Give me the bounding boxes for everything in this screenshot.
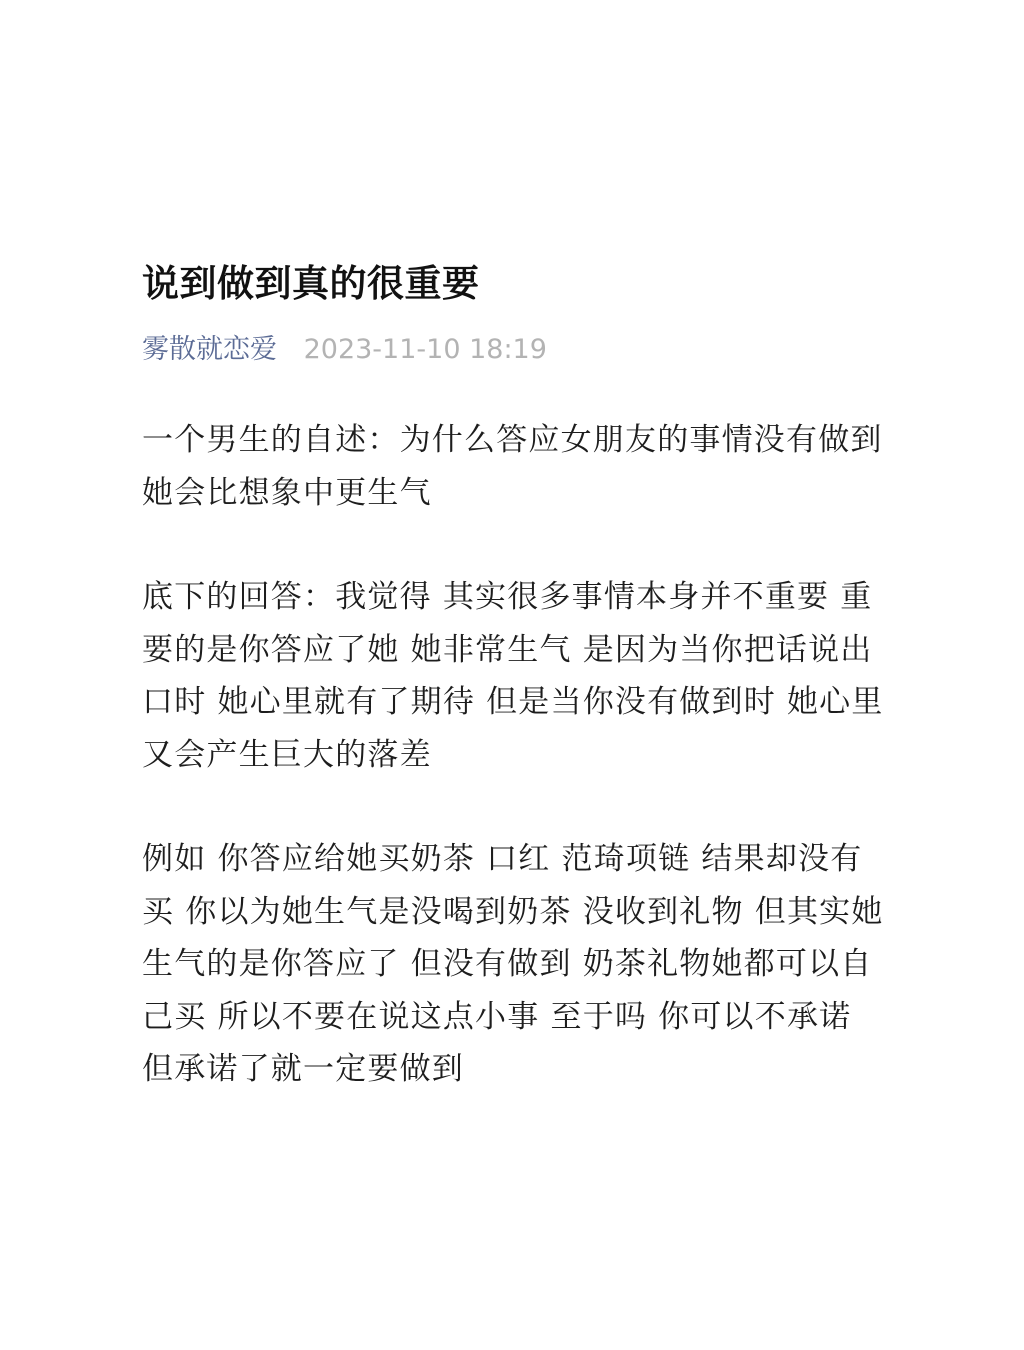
article [142, 252, 887, 1096]
publish-date: 2023-11-10 18:19 [303, 334, 547, 365]
article-meta [142, 330, 887, 370]
paragraph-1: 一个男生的自述：为什么答应女朋友的事情没有做到 她会比想象中更生气 [142, 422, 883, 511]
article-body [142, 414, 887, 1096]
article-title: 说到做到真的很重要 [142, 262, 480, 305]
paragraph-3: 例如 你答应给她买奶茶 口红 范琦项链 结果却没有买 你以为她生气是没喝到奶茶 没收到礼物 但其实她生气的是你答应了 但没有做到 奶茶礼物她都可以自己买 所以不要在说这点小事 至于吗 你可以不承诺 但承诺了就一定要做到 [142, 841, 884, 1087]
author-name[interactable]: 雾散就恋爱 [142, 334, 277, 365]
paragraph-2: 底下的回答：我觉得 其实很多事情本身并不重要 重要的是你答应了她 她非常生气 是因为当你把话说出口时 她心里就有了期待 但是当你没有做到时 她心里又会产生巨大的落差 [142, 579, 884, 773]
